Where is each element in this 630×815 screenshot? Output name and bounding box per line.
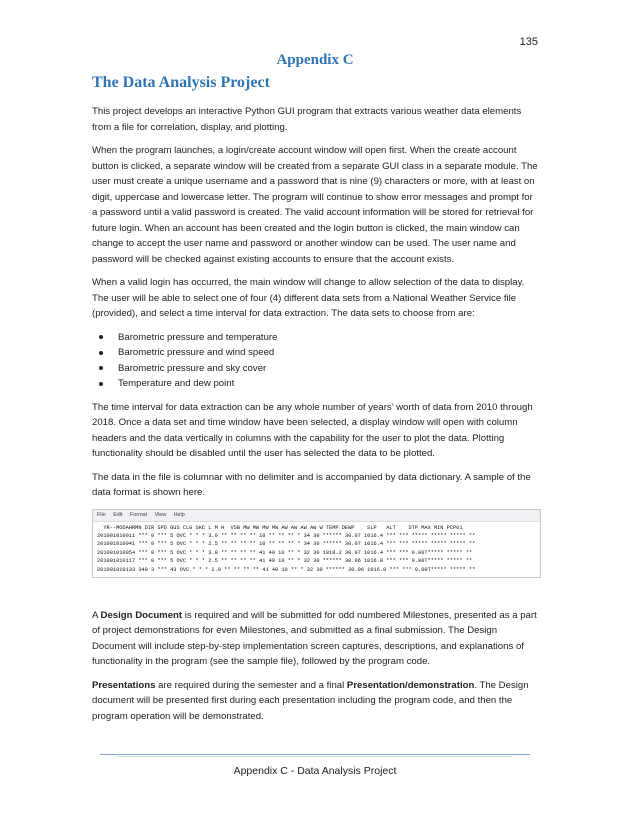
footer-divider [100,754,530,755]
data-row: 201001010041 *** 0 *** 5 OVC * * * 2.5 ** ** ** ** 10 ** ** ** * 34 30 ****** 30.07 1016.4 *** *** ***** ***** ***** ** [97,541,476,548]
presentation-demonstration-term: Presentation/demonstration [346,679,475,691]
bullet-icon [99,351,103,355]
menu-bar [93,510,540,522]
page-footer: Appendix C - Data Analysis Project [233,765,397,777]
paragraph-login: When the program launches, a login/create account window will open first. When the create account button is clicked, a separate window will be created from a separate GUI class in a separate module. The user must create a unique username and a password that is nine (9) characters or more, with at least on digit, uppercase and lowercase letter. The program will continue to show error messages and prompt for a password until a valid password is created. The valid account information will be stored for retrieval for future login. When an account has been created and the login button is clicked, the main window can change to accept the user name and password or another window can be used. The user name and password will be checked against existing accounts to ensure that the account exists. [92,145,538,265]
paragraph-time-interval: The time interval for data extraction can be any whole number of years’ worth of data from 2010 through 2018. Once a data set and time window have been selected, a display window will open with column headers and the data vertically in columns with the capability for the user to plot the data. Plotting functionality should be disabled until the user has selected the data to be plotted. [92,401,533,459]
data-header-row: YR--MODAHRMN DIR SPD GUS CLG SKC L M H VSB MW MW MW MW AW AW AW AW W TEMP DEWP SLP ALT STP MAX MIN PCP01 [97,524,463,531]
data-row: 201001010117 *** 0 *** 5 OVC * * * 2.5 ** ** ** ** 41 40 10 ** * 32 30 ****** 30.06 1016.0 *** *** 0.00T***** ***** ** [97,558,473,565]
footer-divider-accent [118,756,512,757]
dataset-list [92,330,539,392]
paragraph-design-document: A Design Document is required and will be submitted for odd numbered Milestones, presented as a part of project demonstrations for even Milestones, and submitted as a final submission. The Design Document will include step-by-step implementation screen captures, descriptions, and explanations of functionality in the program (see the sample file), followed by the program code. [92,609,537,667]
paragraph-data-format: The data in the file is columnar with no delimiter and is accompanied by data dictionary. A sample of the data format is shown here. [92,471,531,498]
menu-edit: Edit [113,511,123,518]
page-number: 135 [519,36,538,48]
menu-format: Format [129,511,148,518]
data-row: 201001010011 *** 0 *** 5 OVC * * * 3.0 ** ** ** ** 10 ** ** ** * 34 30 ****** 30.07 1016.4 *** *** ***** ***** ***** ** [97,532,476,539]
presentations-term: Presentations [92,679,156,691]
paragraph-presentations: Presentations are required during the semester and a final Presentation/demonstration. The Design document will be presented first during each presentation including the program code, and then the program operation will be demonstrated. [92,679,529,722]
menu-help: Help [173,511,185,518]
list-item: Barometric pressure and sky cover [92,361,539,377]
list-item: Barometric pressure and wind speed [92,345,539,361]
list-item: Temperature and dew point [92,376,539,392]
data-sample-screenshot [92,509,541,578]
data-row: 201001010133 340 3 *** 43 OVC * * * 2.0 ** ** ** ** 41 40 10 ** * 32 30 ****** 30.06 1016.0 *** *** 0.00T***** ***** ** [97,566,476,573]
data-rows [93,522,540,574]
document-body [92,104,539,732]
bullet-icon [99,366,103,370]
appendix-title: Appendix C [276,52,354,68]
paragraph-intro: This project develops an interactive Python GUI program that extracts various weather data elements from a file for correlation, display, and plotting. [92,106,522,133]
bullet-icon [99,382,103,386]
menu-file: File [97,511,106,518]
section-title: The Data Analysis Project [92,74,270,91]
data-row: 201001010054 *** 0 *** 5 OVC * * * 3.0 ** ** ** ** 41 40 10 ** * 32 30 1018.2 30.07 1016.4 *** *** 0.00T***** ***** ** [97,549,473,556]
design-document-term: Design Document [100,609,183,621]
menu-view: View [154,511,167,518]
paragraph-data-selection: When a valid login has occurred, the main window will change to allow selection of the data to display. The user will be able to select one of four (4) different data sets from a National Weather Service file (provided), and select a time interval for data extraction. The data sets to choose from are: [92,277,525,319]
list-item: Barometric pressure and temperature [92,330,539,346]
bullet-icon [99,335,103,339]
